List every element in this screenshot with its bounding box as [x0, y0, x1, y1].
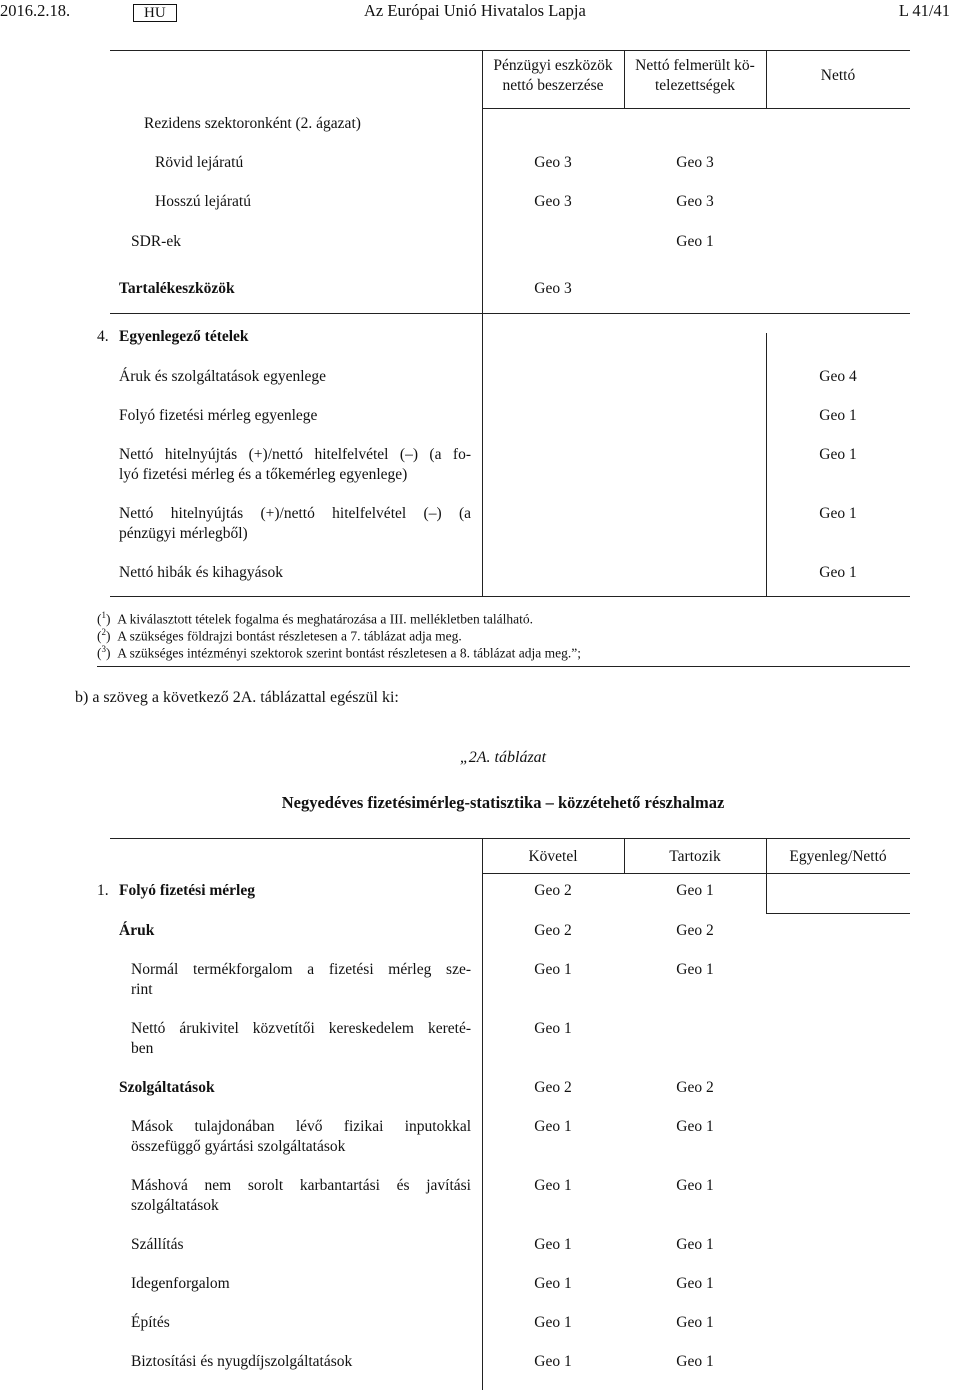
table-2-col-divider-4 [766, 873, 767, 913]
header-date: 2016.2.18. [0, 1, 71, 20]
footnote-mark: 2 [101, 627, 106, 637]
language-badge [133, 1, 177, 23]
table-cell: Geo 1 [676, 233, 714, 250]
table-row-label [119, 445, 471, 485]
table-1-header-rule [482, 108, 910, 109]
amendment-b-text: b) a szöveg a következő 2A. táblázattal egészül ki: [75, 689, 399, 706]
table-cell: Geo 1 [819, 407, 857, 424]
table-cell: Geo 1 [676, 1177, 714, 1194]
table-row-label: Biztosítási és nyugdíjszolgáltatások [131, 1353, 353, 1370]
journal-title: Az Európai Unió Hivatalos Lapja [364, 1, 586, 20]
language-code: HU [133, 4, 177, 22]
table-row-label [131, 1019, 471, 1059]
footnote: ($^1$) A kiválasztott tételek fogalma és meghatározása a III. mellékletben található. [97, 610, 533, 627]
table-cell: Geo 2 [676, 1079, 714, 1096]
table-cell: Geo 2 [676, 922, 714, 939]
table-cell: Geo 3 [676, 193, 714, 210]
table-2-title: Negyedéves fizetésimérleg-statisztika – közzétehető részhalmaz [281, 793, 725, 812]
footnotes-bottom-rule [97, 666, 910, 667]
table-cell: Geo 1 [534, 1020, 572, 1037]
table-row-label: Tartalékeszközök [119, 280, 235, 297]
table-cell: Geo 1 [534, 1118, 572, 1135]
table-1-top-rule [110, 50, 910, 51]
table-row-label: Rezidens szektoronként (2. ágazat) [144, 115, 361, 132]
table-cell: Geo 2 [534, 882, 572, 899]
col-header-2-line-2: telezettségek [654, 77, 736, 94]
footnote-text: A kiválasztott tételek fogalma és meghatározása a III. mellékletben található. [117, 611, 533, 627]
table-row-label: Nettó hibák és kihagyások [119, 564, 284, 581]
table-row-label [131, 1117, 471, 1157]
table-cell: Geo 1 [534, 1314, 572, 1331]
table-1-col-header-2 [624, 56, 766, 96]
section-title: Folyó fizetési mérleg [119, 882, 255, 899]
table-row-label: Építés [131, 1314, 170, 1331]
table-cell: Geo 1 [534, 961, 572, 978]
label-line-2: lyó fizetési mérleg és a tőkemérleg egyenlege) [119, 466, 408, 483]
table-cell: Geo 1 [676, 961, 714, 978]
table-cell: Geo 4 [819, 368, 857, 385]
footnote-mark: 1 [101, 610, 106, 620]
col-header-2-line-1: Nettó felmerült kö- [635, 57, 755, 74]
table-row-label: SDR-ek [131, 233, 181, 250]
footnote-text: A szükséges intézményi szektorok szerint bontást részletesen a 8. táblázat adja meg.”; [117, 645, 581, 661]
table-1-bottom-rule [110, 596, 910, 597]
section-4-rule [110, 313, 910, 314]
table-row-label: Szolgáltatások [119, 1079, 215, 1096]
table-cell: Geo 3 [534, 193, 572, 210]
table-2-col-header-1: Követel [528, 848, 578, 865]
table-2-col3-rule [766, 913, 910, 914]
label-line-1: Nettó hitelnyújtás (+)/nettó hitelfelvétel (–) (a [119, 505, 471, 522]
table-cell: Geo 1 [676, 1118, 714, 1135]
table-2-col-header-3: Egyenleg/Nettó [789, 848, 887, 865]
table-row-label: Áruk [119, 922, 155, 939]
table-1-col-divider-1 [482, 50, 483, 596]
footnote-mark: 3 [101, 644, 106, 654]
section-title: Egyenlegező tételek [119, 328, 249, 345]
label-line-1: Mások tulajdonában lévő fizikai inputokkal [131, 1118, 471, 1135]
table-2-col-header-2: Tartozik [669, 848, 721, 865]
label-line-1: Nettó árukivitel közvetítői kereskedelem kereté- [131, 1020, 471, 1037]
table-1-col-header-3: Nettó [820, 67, 856, 84]
table-cell: Geo 3 [534, 154, 572, 171]
table-row-label: Áruk és szolgáltatások egyenlege [119, 368, 327, 385]
footnote: ($^2$) A szükséges földrajzi bontást részletesen a 7. táblázat adja meg. [97, 627, 462, 644]
footnote-text: A szükséges földrajzi bontást részletesen a 7. táblázat adja meg. [117, 628, 462, 644]
table-row-label: Idegenforgalom [131, 1275, 230, 1292]
table-2-header-rule [482, 873, 910, 874]
table-row-label: Hosszú lejáratú [155, 193, 251, 210]
section-number: 4. [97, 328, 109, 345]
table-cell: Geo 1 [534, 1177, 572, 1194]
table-row-label [131, 1176, 471, 1216]
label-line-1: Nettó hitelnyújtás (+)/nettó hitelfelvétel (–) (a fo- [119, 446, 471, 463]
table-cell: Geo 2 [534, 922, 572, 939]
table-2-caption: „2A. táblázat [459, 749, 547, 766]
footnote: ($^3$) A szükséges intézményi szektorok szerint bontást részletesen a 8. táblázat adja meg.”; [97, 644, 581, 661]
table-cell: Geo 1 [534, 1275, 572, 1292]
label-line-2: rint [131, 981, 153, 998]
table-cell: Geo 1 [676, 1353, 714, 1370]
table-cell: Geo 1 [676, 1314, 714, 1331]
table-row-label: Folyó fizetési mérleg egyenlege [119, 407, 318, 424]
table-2-top-rule [110, 838, 910, 839]
table-row-label: Szállítás [131, 1236, 184, 1253]
table-cell: Geo 1 [676, 882, 714, 899]
table-cell: Geo 3 [676, 154, 714, 171]
table-cell: Geo 1 [819, 564, 857, 581]
col-header-1-line-2: nettó beszerzése [502, 77, 604, 94]
table-cell: Geo 2 [534, 1079, 572, 1096]
table-cell: Geo 3 [534, 280, 572, 297]
label-line-2: pénzügyi mérlegből) [119, 525, 248, 542]
label-line-1: Máshová nem sorolt karbantartási és javítási [131, 1177, 471, 1194]
table-cell: Geo 1 [819, 505, 857, 522]
table-cell: Geo 1 [676, 1236, 714, 1253]
table-1-col-header-1 [482, 56, 624, 96]
table-cell: Geo 1 [819, 446, 857, 463]
label-line-2: szolgáltatások [131, 1197, 219, 1214]
table-row-label [119, 504, 471, 544]
table-row-label [131, 960, 471, 1000]
table-cell: Geo 1 [676, 1275, 714, 1292]
col-header-1-line-1: Pénzügyi eszközök [493, 57, 613, 74]
table-row-label: Rövid lejáratú [155, 154, 244, 171]
label-line-2: ben [131, 1040, 154, 1057]
page-number: L 41/41 [898, 1, 950, 20]
section-number: 1. [97, 882, 109, 899]
table-cell: Geo 1 [534, 1236, 572, 1253]
label-line-2: összefüggő gyártási szolgáltatások [131, 1138, 346, 1155]
label-line-1: Normál termékforgalom a fizetési mérleg sze- [131, 961, 471, 978]
table-cell: Geo 1 [534, 1353, 572, 1370]
